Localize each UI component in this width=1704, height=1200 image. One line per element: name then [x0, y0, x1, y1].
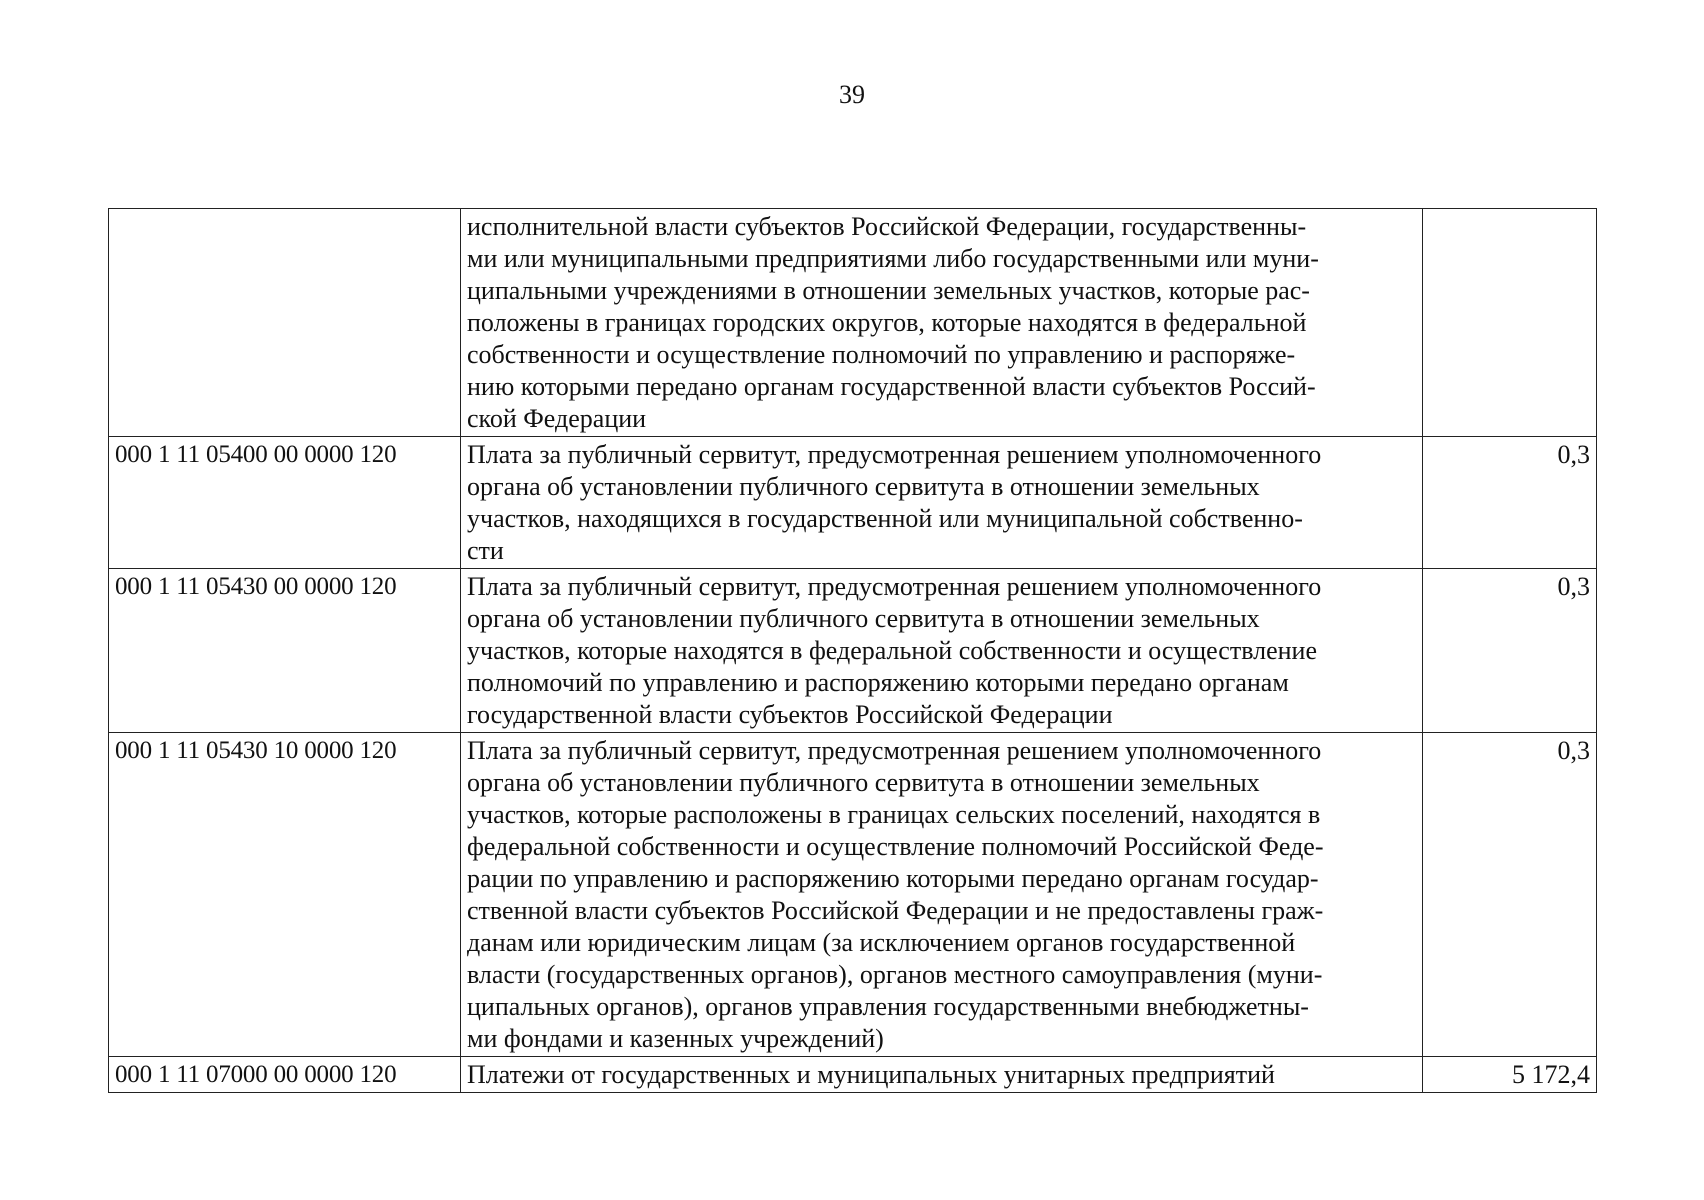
description-line: данам или юридическим лицам (за исключением органов государственной	[467, 928, 1296, 957]
budget-code: 000 1 11 05430 00 0000 120	[109, 569, 461, 733]
description-line: ми или муниципальными предприятиями либо государственными или муни-	[467, 244, 1319, 273]
description-line: Плата за публичный сервитут, предусмотренная решением уполномоченного	[467, 572, 1322, 601]
amount: 5 172,4	[1423, 1057, 1597, 1093]
revenue-description	[461, 1057, 1423, 1093]
table-row	[109, 1057, 1597, 1093]
description-line: ми фондами и казенных учреждений)	[467, 1024, 884, 1053]
revenue-description	[461, 437, 1423, 569]
revenue-table	[108, 208, 1597, 1093]
page-number: 39	[839, 80, 865, 109]
description-line: органа об установлении публичного сервитута в отношении земельных	[467, 604, 1260, 633]
description-line: участков, которые расположены в границах сельских поселений, находятся в	[467, 800, 1321, 829]
description-line: собственности и осуществление полномочий по управлению и распоряже-	[467, 340, 1296, 369]
description-line: государственной власти субъектов Российской Федерации	[467, 700, 1113, 729]
description-line: нию которыми передано органам государственной власти субъектов Россий-	[467, 372, 1316, 401]
table-row	[109, 209, 1597, 437]
description-line: рации по управлению и распоряжению которыми передано органам государ-	[467, 864, 1319, 893]
amount: 0,3	[1423, 733, 1597, 1057]
table-row	[109, 733, 1597, 1057]
description-line: федеральной собственности и осуществление полномочий Российской Феде-	[467, 832, 1324, 861]
description-line: Плата за публичный сервитут, предусмотренная решением уполномоченного	[467, 736, 1322, 765]
description-line: ственной власти субъектов Российской Федерации и не предоставлены граж-	[467, 896, 1324, 925]
description-line: Платежи от государственных и муниципальных унитарных предприятий	[467, 1060, 1275, 1089]
description-line: участков, которые находятся в федеральной собственности и осуществление	[467, 636, 1318, 665]
description-line: власти (государственных органов), органов местного самоуправления (муни-	[467, 960, 1323, 989]
amount	[1423, 209, 1597, 437]
description-line: исполнительной власти субъектов Российской Федерации, государственны-	[467, 212, 1307, 241]
revenue-description	[461, 733, 1423, 1057]
amount: 0,3	[1423, 437, 1597, 569]
table-row	[109, 569, 1597, 733]
description-line: ской Федерации	[467, 404, 647, 433]
budget-code: 000 1 11 05430 10 0000 120	[109, 733, 461, 1057]
description-line: органа об установлении публичного сервитута в отношении земельных	[467, 472, 1260, 501]
budget-code: 000 1 11 05400 00 0000 120	[109, 437, 461, 569]
table-row	[109, 437, 1597, 569]
budget-code: 000 1 11 07000 00 0000 120	[109, 1057, 461, 1093]
description-line: полномочий по управлению и распоряжению которыми передано органам	[467, 668, 1289, 697]
description-line: органа об установлении публичного сервитута в отношении земельных	[467, 768, 1260, 797]
description-line: ципальными учреждениями в отношении земельных участков, которые рас-	[467, 276, 1310, 305]
description-line: ципальных органов), органов управления государственными внебюджетны-	[467, 992, 1309, 1021]
budget-code	[109, 209, 461, 437]
revenue-description	[461, 209, 1423, 437]
revenue-description	[461, 569, 1423, 733]
description-line: участков, находящихся в государственной или муниципальной собственно-	[467, 504, 1303, 533]
description-line: Плата за публичный сервитут, предусмотренная решением уполномоченного	[467, 440, 1322, 469]
description-line: сти	[467, 536, 504, 565]
description-line: положены в границах городских округов, которые находятся в федеральной	[467, 308, 1307, 337]
amount: 0,3	[1423, 569, 1597, 733]
